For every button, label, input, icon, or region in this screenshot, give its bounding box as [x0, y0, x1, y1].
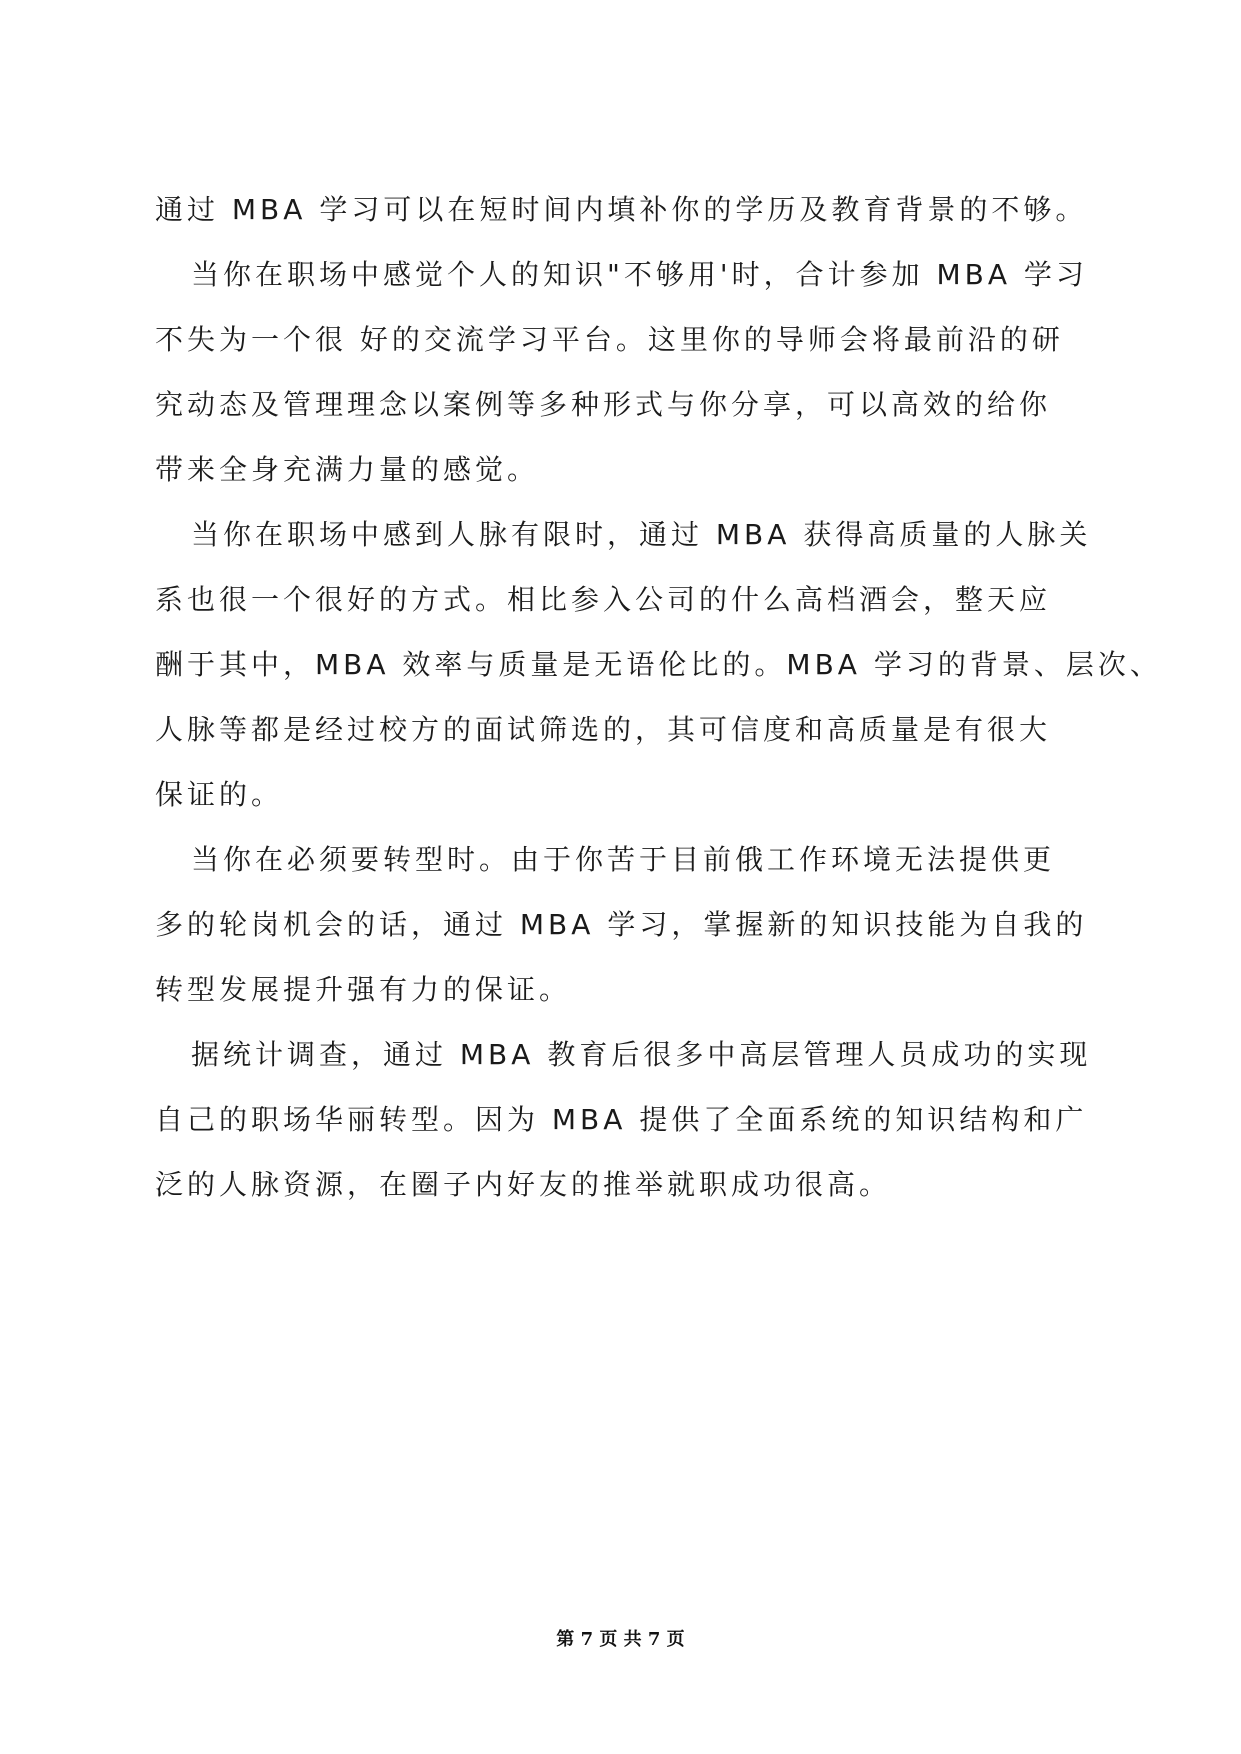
- text-line: 人脉等都是经过校方的面试筛选的，其可信度和高质量是有很大: [155, 713, 1052, 746]
- text-line: 据统计调查，通过 MBA 教育后很多中高层管理人员成功的实现: [191, 1038, 1092, 1071]
- text-line: 当你在职场中感到人脉有限时，通过 MBA 获得高质量的人脉关: [191, 518, 1092, 551]
- text-line: 泛的人脉资源，在圈子内好友的推举就职成功很高。: [155, 1168, 892, 1201]
- text-line: 通过 MBA 学习可以在短时间内填补你的学历及教育背景的不够。: [155, 193, 1088, 226]
- text-line: 当你在职场中感觉个人的知识"不够用'时，合计参加 MBA 学习: [191, 258, 1088, 291]
- text-line: 自己的职场华丽转型。因为 MBA 提供了全面系统的知识结构和广: [155, 1103, 1088, 1136]
- text-line: 多的轮岗机会的话，通过 MBA 学习，掌握新的知识技能为自我的: [155, 908, 1088, 941]
- text-line: 系也很一个很好的方式。相比参入公司的什么高档酒会，整天应: [155, 583, 1052, 616]
- page-footer: 第 7 页 共 7 页: [556, 1629, 685, 1650]
- text-line: 保证的。: [155, 778, 284, 811]
- text-line: 究动态及管理理念以案例等多种形式与你分享，可以高效的给你: [155, 388, 1052, 421]
- text-line: 不失为一个很 好的交流学习平台。这里你的导师会将最前沿的研: [155, 323, 1064, 356]
- text-line: 酬于其中，MBA 效率与质量是无语伦比的。MBA 学习的背景、层次、: [155, 648, 1162, 681]
- text-line: 转型发展提升强有力的保证。: [155, 973, 572, 1006]
- text-line: 当你在必须要转型时。由于你苦于目前俄工作环境无法提供更: [191, 843, 1056, 876]
- text-line: 带来全身充满力量的感觉。: [155, 453, 540, 486]
